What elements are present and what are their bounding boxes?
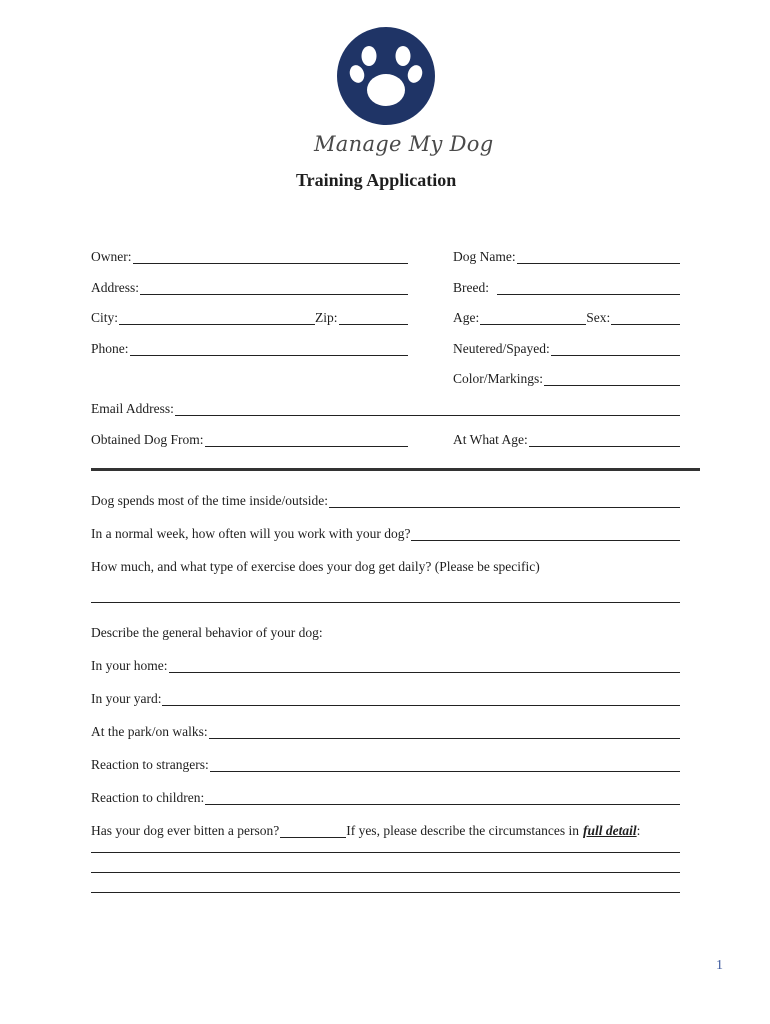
inside-outside-row [91,490,680,508]
owner-row [91,246,408,264]
city-field[interactable] [119,310,315,325]
paw-logo-icon [336,26,436,126]
phone-field[interactable] [130,341,408,356]
obtained-label: Obtained Dog From: [91,432,204,447]
strangers-row [91,754,680,772]
phone-label: Phone: [91,341,129,356]
bite-details-line-1[interactable] [91,838,680,853]
dog-name-row [453,246,680,264]
children-row [91,787,680,805]
yard-label: In your yard: [91,691,162,706]
obtained-row [91,429,408,447]
neutered-label: Neutered/Spayed: [453,341,550,356]
behavior-intro-row [91,622,680,640]
section-divider [91,468,700,471]
strangers-field[interactable] [210,757,680,772]
sex-field[interactable] [611,310,680,325]
bitten-label: Has your dog ever bitten a person? [91,823,280,838]
phone-row [91,338,408,356]
page-number: 1 [716,958,723,973]
full-detail-emphasis: full detail [582,823,637,838]
address-field[interactable] [140,280,408,295]
bite-details-line-3[interactable] [91,878,680,893]
home-label: In your home: [91,658,168,673]
age-sex-row [453,307,680,325]
behavior-intro-label: Describe the general behavior of your dog: [91,625,323,640]
yard-row [91,688,680,706]
city-row [91,307,408,325]
neutered-row [453,338,680,356]
bitten-field[interactable] [280,823,346,838]
age-label: Age: [453,310,480,325]
breed-label: Breed: [453,280,489,295]
children-label: Reaction to children: [91,790,205,805]
owner-label: Owner: [91,249,132,264]
exercise-answer-line[interactable] [91,588,680,603]
zip-label: Zip: [315,310,338,325]
age-field[interactable] [480,310,586,325]
sex-label: Sex: [586,310,611,325]
neutered-field[interactable] [551,341,680,356]
obtained-field[interactable] [205,432,409,447]
park-label: At the park/on walks: [91,724,208,739]
owner-field[interactable] [133,249,409,264]
at-what-age-row [453,429,680,447]
if-yes-label: If yes, please describe the circumstances in [346,823,579,838]
park-field[interactable] [209,724,680,739]
dog-name-label: Dog Name: [453,249,516,264]
park-row [91,721,680,739]
bite-details-line-2[interactable] [91,858,680,873]
zip-field[interactable] [339,310,408,325]
dog-name-field[interactable] [517,249,680,264]
city-label: City: [91,310,119,325]
home-field[interactable] [169,658,681,673]
breed-field[interactable] [497,280,680,295]
children-field[interactable] [205,790,680,805]
bitten-row [91,820,683,838]
email-label: Email Address: [91,401,174,416]
exercise-label: How much, and what type of exercise does your dog get daily? (Please be specific) [91,559,540,574]
at-what-age-field[interactable] [529,432,680,447]
breed-row [453,277,680,295]
email-field[interactable] [175,401,680,416]
yard-field[interactable] [162,691,680,706]
logo-text: Manage My Dog [314,132,494,156]
email-row [91,398,680,416]
exercise-row [91,556,680,574]
inside-outside-label: Dog spends most of the time inside/outside: [91,493,328,508]
page-title: Training Application [296,170,457,190]
strangers-label: Reaction to strangers: [91,757,209,772]
normal-week-field[interactable] [411,526,680,541]
colon-label: : [636,823,641,838]
at-what-age-label: At What Age: [453,432,528,447]
normal-week-row [91,523,680,541]
home-row [91,655,680,673]
color-row [453,368,680,386]
color-field[interactable] [544,371,680,386]
address-row [91,277,408,295]
normal-week-label: In a normal week, how often will you work with your dog? [91,526,411,541]
color-label: Color/Markings: [453,371,543,386]
inside-outside-field[interactable] [329,493,680,508]
address-label: Address: [91,280,139,295]
